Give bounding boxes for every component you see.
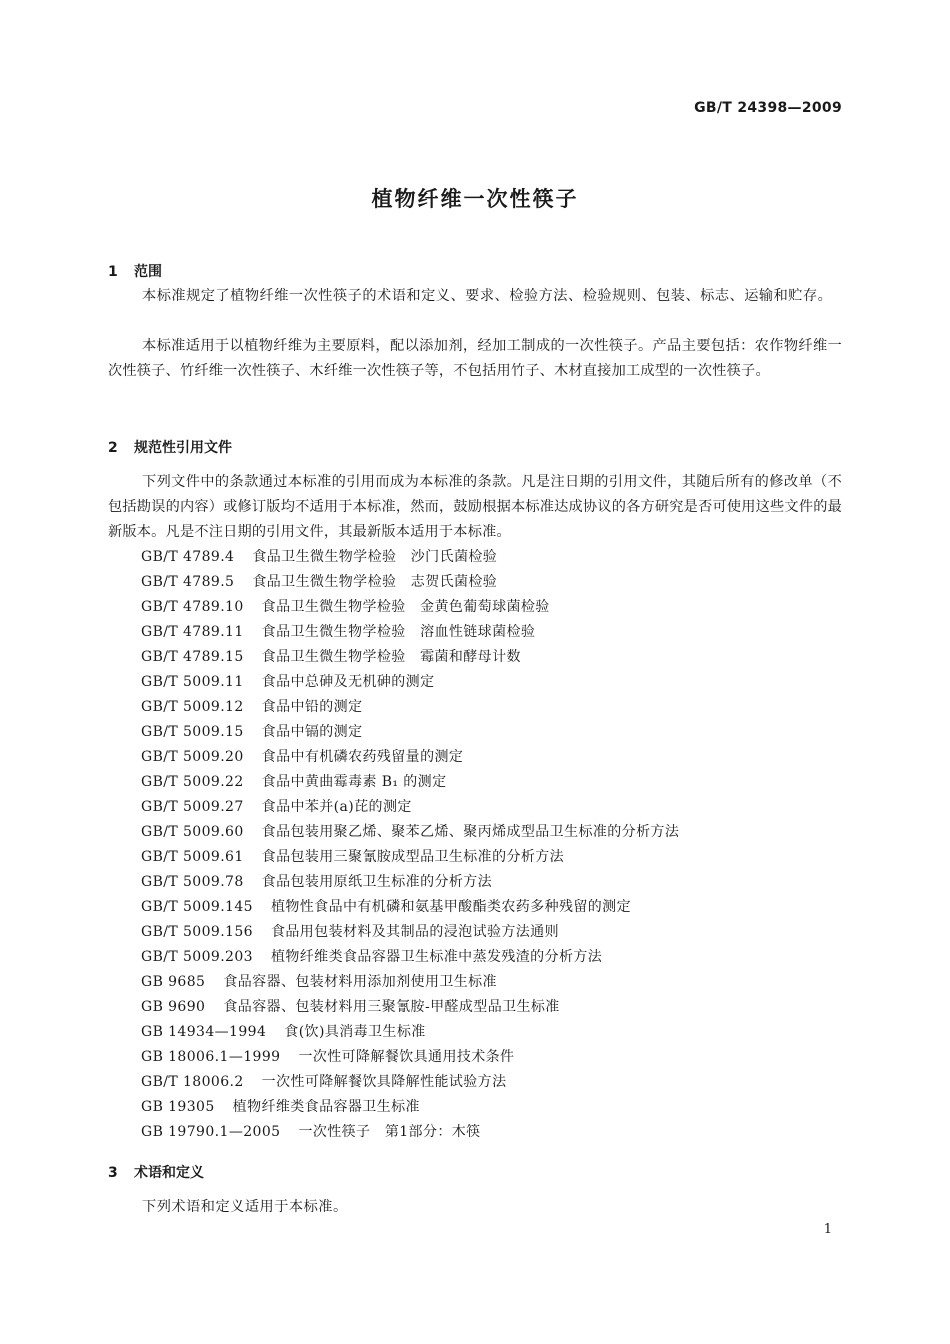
reference-item xyxy=(141,695,679,720)
section-number: 3 xyxy=(108,1165,118,1181)
reference-title: 一次性可降解餐饮具通用技术条件 xyxy=(298,1049,515,1065)
reference-title: 食品中铅的测定 xyxy=(261,699,363,715)
reference-title: 植物性食品中有机磷和氨基甲酸酯类农药多种残留的测定 xyxy=(270,899,631,915)
section-title: 术语和定义 xyxy=(134,1165,204,1181)
reference-code: GB/T 5009.60 xyxy=(141,824,244,840)
reference-code: GB/T 5009.203 xyxy=(141,949,253,965)
section-2-paragraph-1: 下列文件中的条款通过本标准的引用而成为本标准的条款。凡是注日期的引用文件，其随后所有的修改单（不包括勘误的内容）或修订版均不适用于本标准，然而，鼓励根据本标准达成协议的各方研究是否可使用这些文件的最新版本。凡是不注日期的引用文件，其最新版本适用于本标准。 xyxy=(108,474,842,540)
reference-code: GB/T 4789.10 xyxy=(141,599,244,615)
reference-title: 食品卫生微生物学检验 沙门氏菌检验 xyxy=(252,549,498,565)
reference-title: 食品用包装材料及其制品的浸泡试验方法通则 xyxy=(270,924,559,940)
reference-title: 食品卫生微生物学检验 溶血性链球菌检验 xyxy=(261,624,536,640)
reference-item xyxy=(141,820,679,845)
reference-code: GB/T 4789.5 xyxy=(141,574,235,590)
reference-title: 植物纤维类食品容器卫生标准 xyxy=(232,1099,420,1115)
standard-code: GB/T 24398—2009 xyxy=(694,100,842,116)
reference-item xyxy=(141,645,679,670)
reference-code: GB 9685 xyxy=(141,974,206,990)
reference-item xyxy=(141,845,679,870)
document-title: 植物纤维一次性筷子 xyxy=(371,187,579,211)
section-1-heading xyxy=(108,261,162,281)
reference-code: GB/T 5009.145 xyxy=(141,899,253,915)
reference-item xyxy=(141,545,679,570)
reference-title: 食品中苯并(a)芘的测定 xyxy=(261,799,412,815)
reference-code: GB 14934—1994 xyxy=(141,1024,267,1040)
reference-item xyxy=(141,1020,679,1045)
page-number: 1 xyxy=(823,1222,832,1237)
reference-item xyxy=(141,895,679,920)
reference-item xyxy=(141,595,679,620)
reference-code: GB 19305 xyxy=(141,1099,215,1115)
reference-item xyxy=(141,1095,679,1120)
section-number: 1 xyxy=(108,264,118,280)
reference-item xyxy=(141,945,679,970)
reference-code: GB/T 4789.11 xyxy=(141,624,244,640)
reference-code: GB/T 5009.11 xyxy=(141,674,244,690)
reference-item xyxy=(141,1045,679,1070)
section-3-heading xyxy=(108,1162,204,1182)
reference-title: 食品中总砷及无机砷的测定 xyxy=(261,674,435,690)
reference-code: GB 19790.1—2005 xyxy=(141,1124,281,1140)
reference-title: 食品包装用原纸卫生标准的分析方法 xyxy=(261,874,493,890)
reference-title: 食(饮)具消毒卫生标准 xyxy=(284,1024,426,1040)
reference-item xyxy=(141,1070,679,1095)
reference-title: 食品容器、包装材料用三聚氰胺-甲醛成型品卫生标准 xyxy=(223,999,560,1015)
reference-title: 食品包装用聚乙烯、聚苯乙烯、聚丙烯成型品卫生标准的分析方法 xyxy=(261,824,680,840)
reference-title: 食品中镉的测定 xyxy=(261,724,363,740)
reference-code: GB 18006.1—1999 xyxy=(141,1049,281,1065)
reference-title: 食品卫生微生物学检验 霉菌和酵母计数 xyxy=(261,649,521,665)
reference-item xyxy=(141,670,679,695)
section-3-paragraph-1: 下列术语和定义适用于本标准。 xyxy=(142,1199,348,1215)
reference-title: 食品卫生微生物学检验 金黄色葡萄球菌检验 xyxy=(261,599,550,615)
reference-code: GB/T 4789.15 xyxy=(141,649,244,665)
reference-item xyxy=(141,720,679,745)
reference-code: GB/T 5009.156 xyxy=(141,924,253,940)
reference-code: GB/T 5009.27 xyxy=(141,799,244,815)
reference-title: 食品中黄曲霉毒素 B₁ 的测定 xyxy=(261,774,447,790)
reference-item xyxy=(141,970,679,995)
reference-code: GB/T 5009.12 xyxy=(141,699,244,715)
reference-code: GB/T 18006.2 xyxy=(141,1074,244,1090)
reference-item xyxy=(141,920,679,945)
reference-code: GB/T 5009.20 xyxy=(141,749,244,765)
reference-item xyxy=(141,795,679,820)
reference-title: 食品卫生微生物学检验 志贺氏菌检验 xyxy=(252,574,498,590)
reference-title: 植物纤维类食品容器卫生标准中蒸发残渣的分析方法 xyxy=(270,949,603,965)
reference-title: 一次性筷子 第1部分：木筷 xyxy=(298,1124,481,1140)
reference-title: 食品容器、包装材料用添加剂使用卫生标准 xyxy=(223,974,497,990)
section-title: 规范性引用文件 xyxy=(134,440,232,456)
reference-code: GB/T 4789.4 xyxy=(141,549,235,565)
reference-title: 食品中有机磷农药残留量的测定 xyxy=(261,749,464,765)
reference-code: GB/T 5009.22 xyxy=(141,774,244,790)
reference-code: GB/T 5009.78 xyxy=(141,874,244,890)
reference-code: GB/T 5009.61 xyxy=(141,849,244,865)
section-1-paragraph-2: 本标准适用于以植物纤维为主要原料，配以添加剂，经加工制成的一次性筷子。产品主要包括：农作物纤维一次性筷子、竹纤维一次性筷子、木纤维一次性筷子等，不包括用竹子、木材直接加工成型的一次性筷子。 xyxy=(108,338,842,379)
reference-item xyxy=(141,620,679,645)
reference-item xyxy=(141,770,679,795)
section-2-heading xyxy=(108,437,232,457)
reference-item xyxy=(141,995,679,1020)
reference-title: 一次性可降解餐饮具降解性能试验方法 xyxy=(261,1074,507,1090)
section-title: 范围 xyxy=(134,264,162,280)
normative-references-list xyxy=(141,545,679,1145)
section-number: 2 xyxy=(108,440,118,456)
reference-item xyxy=(141,1120,679,1145)
reference-item xyxy=(141,570,679,595)
reference-code: GB 9690 xyxy=(141,999,206,1015)
reference-code: GB/T 5009.15 xyxy=(141,724,244,740)
reference-item xyxy=(141,745,679,770)
reference-item xyxy=(141,870,679,895)
section-1-paragraph-1: 本标准规定了植物纤维一次性筷子的术语和定义、要求、检验方法、检验规则、包装、标志、运输和贮存。 xyxy=(142,288,833,304)
reference-title: 食品包装用三聚氰胺成型品卫生标准的分析方法 xyxy=(261,849,565,865)
